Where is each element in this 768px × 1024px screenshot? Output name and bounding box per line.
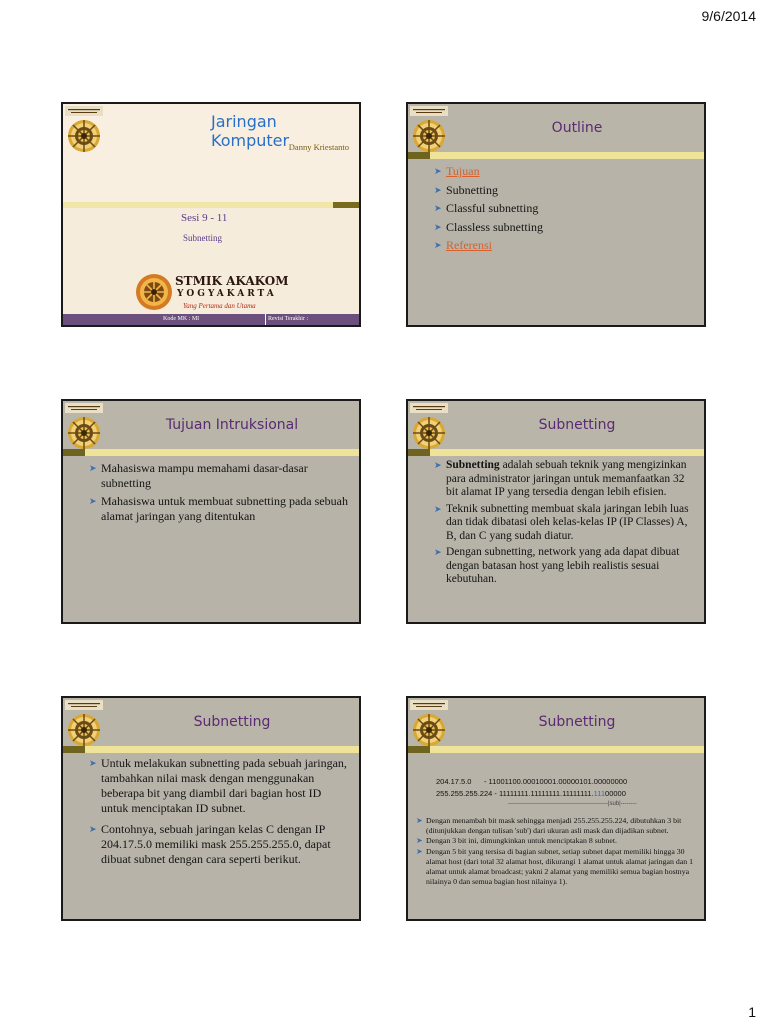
slide-subnetting-method xyxy=(61,696,361,921)
slide-subtitle: Subnetting xyxy=(183,233,223,243)
slide-title: Subnetting xyxy=(193,714,271,730)
revisi-terakhir: Revisi Terakhir : xyxy=(265,314,308,325)
list-item: ➤ Subnetting xyxy=(434,182,499,197)
stmik-emblem-icon xyxy=(65,106,103,158)
stmik-akakom-logo xyxy=(135,272,295,314)
arrow-bullet-icon: ➤ xyxy=(89,496,97,506)
arrow-bullet-icon: ➤ xyxy=(89,824,97,834)
arrow-bullet-icon: ➤ xyxy=(434,221,442,232)
slide-outline xyxy=(406,102,706,327)
arrow-bullet-icon: ➤ xyxy=(434,166,442,176)
arrow-bullet-icon: ➤ xyxy=(416,846,423,856)
list-item: ➤ Dengan 3 bit ini, dimungkinkan untuk menciptakan 8 subnet. xyxy=(416,836,617,846)
kode-mk: Kode MK : MI xyxy=(163,316,200,322)
stmik-emblem-icon xyxy=(410,106,448,158)
list-item: ➤ Mahasiswa untuk membuat subnetting pada sebuah alamat jaringan yang ditentukan xyxy=(89,494,348,523)
slide-title: Subnetting xyxy=(538,417,616,433)
stmik-emblem-icon xyxy=(65,403,103,455)
stmik-emblem-icon xyxy=(410,700,448,752)
objectives-list xyxy=(89,461,351,527)
ip-binary-line: 204.17.5.0 - 11001100.00010001.00000101.00000000 xyxy=(436,777,628,786)
brand-name: STMIK AKAKOM xyxy=(175,274,289,288)
session-label: Sesi 9 - 11 xyxy=(181,212,228,224)
subnetting-method-list xyxy=(89,756,351,873)
arrow-bullet-icon: ➤ xyxy=(416,816,423,825)
list-item: ➤ Dengan subnetting, network yang ada dapat dibuat dengan batasan host yang lebih realistis sesuai kebutuhan. xyxy=(434,546,680,585)
slide-title: Tujuan Intruksional xyxy=(165,417,299,433)
arrow-bullet-icon: ➤ xyxy=(434,503,442,514)
brand-city: YOGYAKARTA xyxy=(177,289,277,299)
sub-marker-line: --------------------------------------------------|sub|-------- xyxy=(508,801,637,807)
list-item: ➤ Dengan menambah bit mask sehingga menjadi 255.255.255.224, dibutuhkan 3 bit (ditunjukkan dengan tulisan 'sub') dari ukuran asli mask dan dijadikan subnet. xyxy=(416,816,682,836)
slide-title: Subnetting xyxy=(538,714,616,730)
slide-subnetting-definition xyxy=(406,399,706,624)
slide-tujuan-intruksional xyxy=(61,399,361,624)
arrow-bullet-icon: ➤ xyxy=(434,460,442,470)
list-item: ➤ Classful subnetting xyxy=(434,201,539,215)
outline-list xyxy=(434,164,696,257)
list-item: ➤ Teknik subnetting membuat skala jaringan lebih luas dan tidak dibatasi oleh kelas-kelas IP (IP Classes) A, B, dan C yang sudah diatur. xyxy=(434,502,689,542)
page-number: 1 xyxy=(748,1004,756,1020)
list-item: ➤ Contohnya, sebuah jaringan kelas C dengan IP 204.17.5.0 memiliki mask 255.255.255.0, dapat dibuat subnet dengan cara seperti berikut. xyxy=(89,822,331,866)
arrow-bullet-icon: ➤ xyxy=(89,758,97,768)
arrow-bullet-icon: ➤ xyxy=(434,547,442,557)
list-item: ➤ Classless subnetting xyxy=(434,219,544,234)
list-item: ➤ Dengan 5 bit yang tersisa di bagian subnet, setiap subnet dapat memiliki hingga 30 alamat host (dari total 32 alamat host, dikurangi 1 alamat untuk alamat jaringan dan 1 alamat untuk alamat broadcast; yakni 2 alamat yang memiliki semua bagian hostnya nilainya 0 dan semua bagian host nilainya 1). xyxy=(416,846,693,887)
author-name: Danny Kriestanto xyxy=(288,142,349,152)
arrow-bullet-icon: ➤ xyxy=(434,203,442,213)
stmik-emblem-icon xyxy=(410,403,448,455)
gear-wheel-icon xyxy=(135,272,173,312)
list-item: ➤ Subnetting adalah sebuah teknik yang mengizinkan para administrator jaringan untuk memanfaatkan 32 bit alamat IP yang tersedia dengan lebih efisien. xyxy=(434,459,687,498)
brand-tagline: Yang Pertama dan Utama xyxy=(183,302,256,310)
document-date: 9/6/2014 xyxy=(701,8,756,24)
slide-title: Outline xyxy=(551,120,603,136)
slide-title: Jaringan Komputer xyxy=(211,112,290,150)
arrow-bullet-icon: ➤ xyxy=(416,836,423,846)
outline-item-tujuan[interactable]: ➤ Tujuan xyxy=(434,164,480,178)
slide-subnetting-example xyxy=(406,696,706,921)
mask-binary-line: 255.255.255.224 - 11111111.11111111.11111111.11100000 xyxy=(436,789,626,798)
subnetting-definition-list xyxy=(434,459,696,590)
list-item: ➤ Untuk melakukan subnetting pada sebuah jaringan, tambahkan nilai mask dengan menggunakan beberapa bit yang diambil dari bagian host ID untuk menciptakan ID subnet. xyxy=(89,756,347,815)
title-footer-bar xyxy=(63,314,359,325)
outline-item-referensi[interactable]: ➤ Referensi xyxy=(434,238,492,252)
list-item: ➤ Mahasiswa mampu memahami dasar-dasar subnetting xyxy=(89,461,308,490)
slide-title-jaringan-komputer xyxy=(61,102,361,327)
subnetting-example-list xyxy=(416,816,698,887)
arrow-bullet-icon: ➤ xyxy=(434,240,442,250)
arrow-bullet-icon: ➤ xyxy=(89,463,97,473)
stmik-emblem-icon xyxy=(65,700,103,752)
subnet-bits: 111 xyxy=(593,789,606,798)
arrow-bullet-icon: ➤ xyxy=(434,184,442,195)
